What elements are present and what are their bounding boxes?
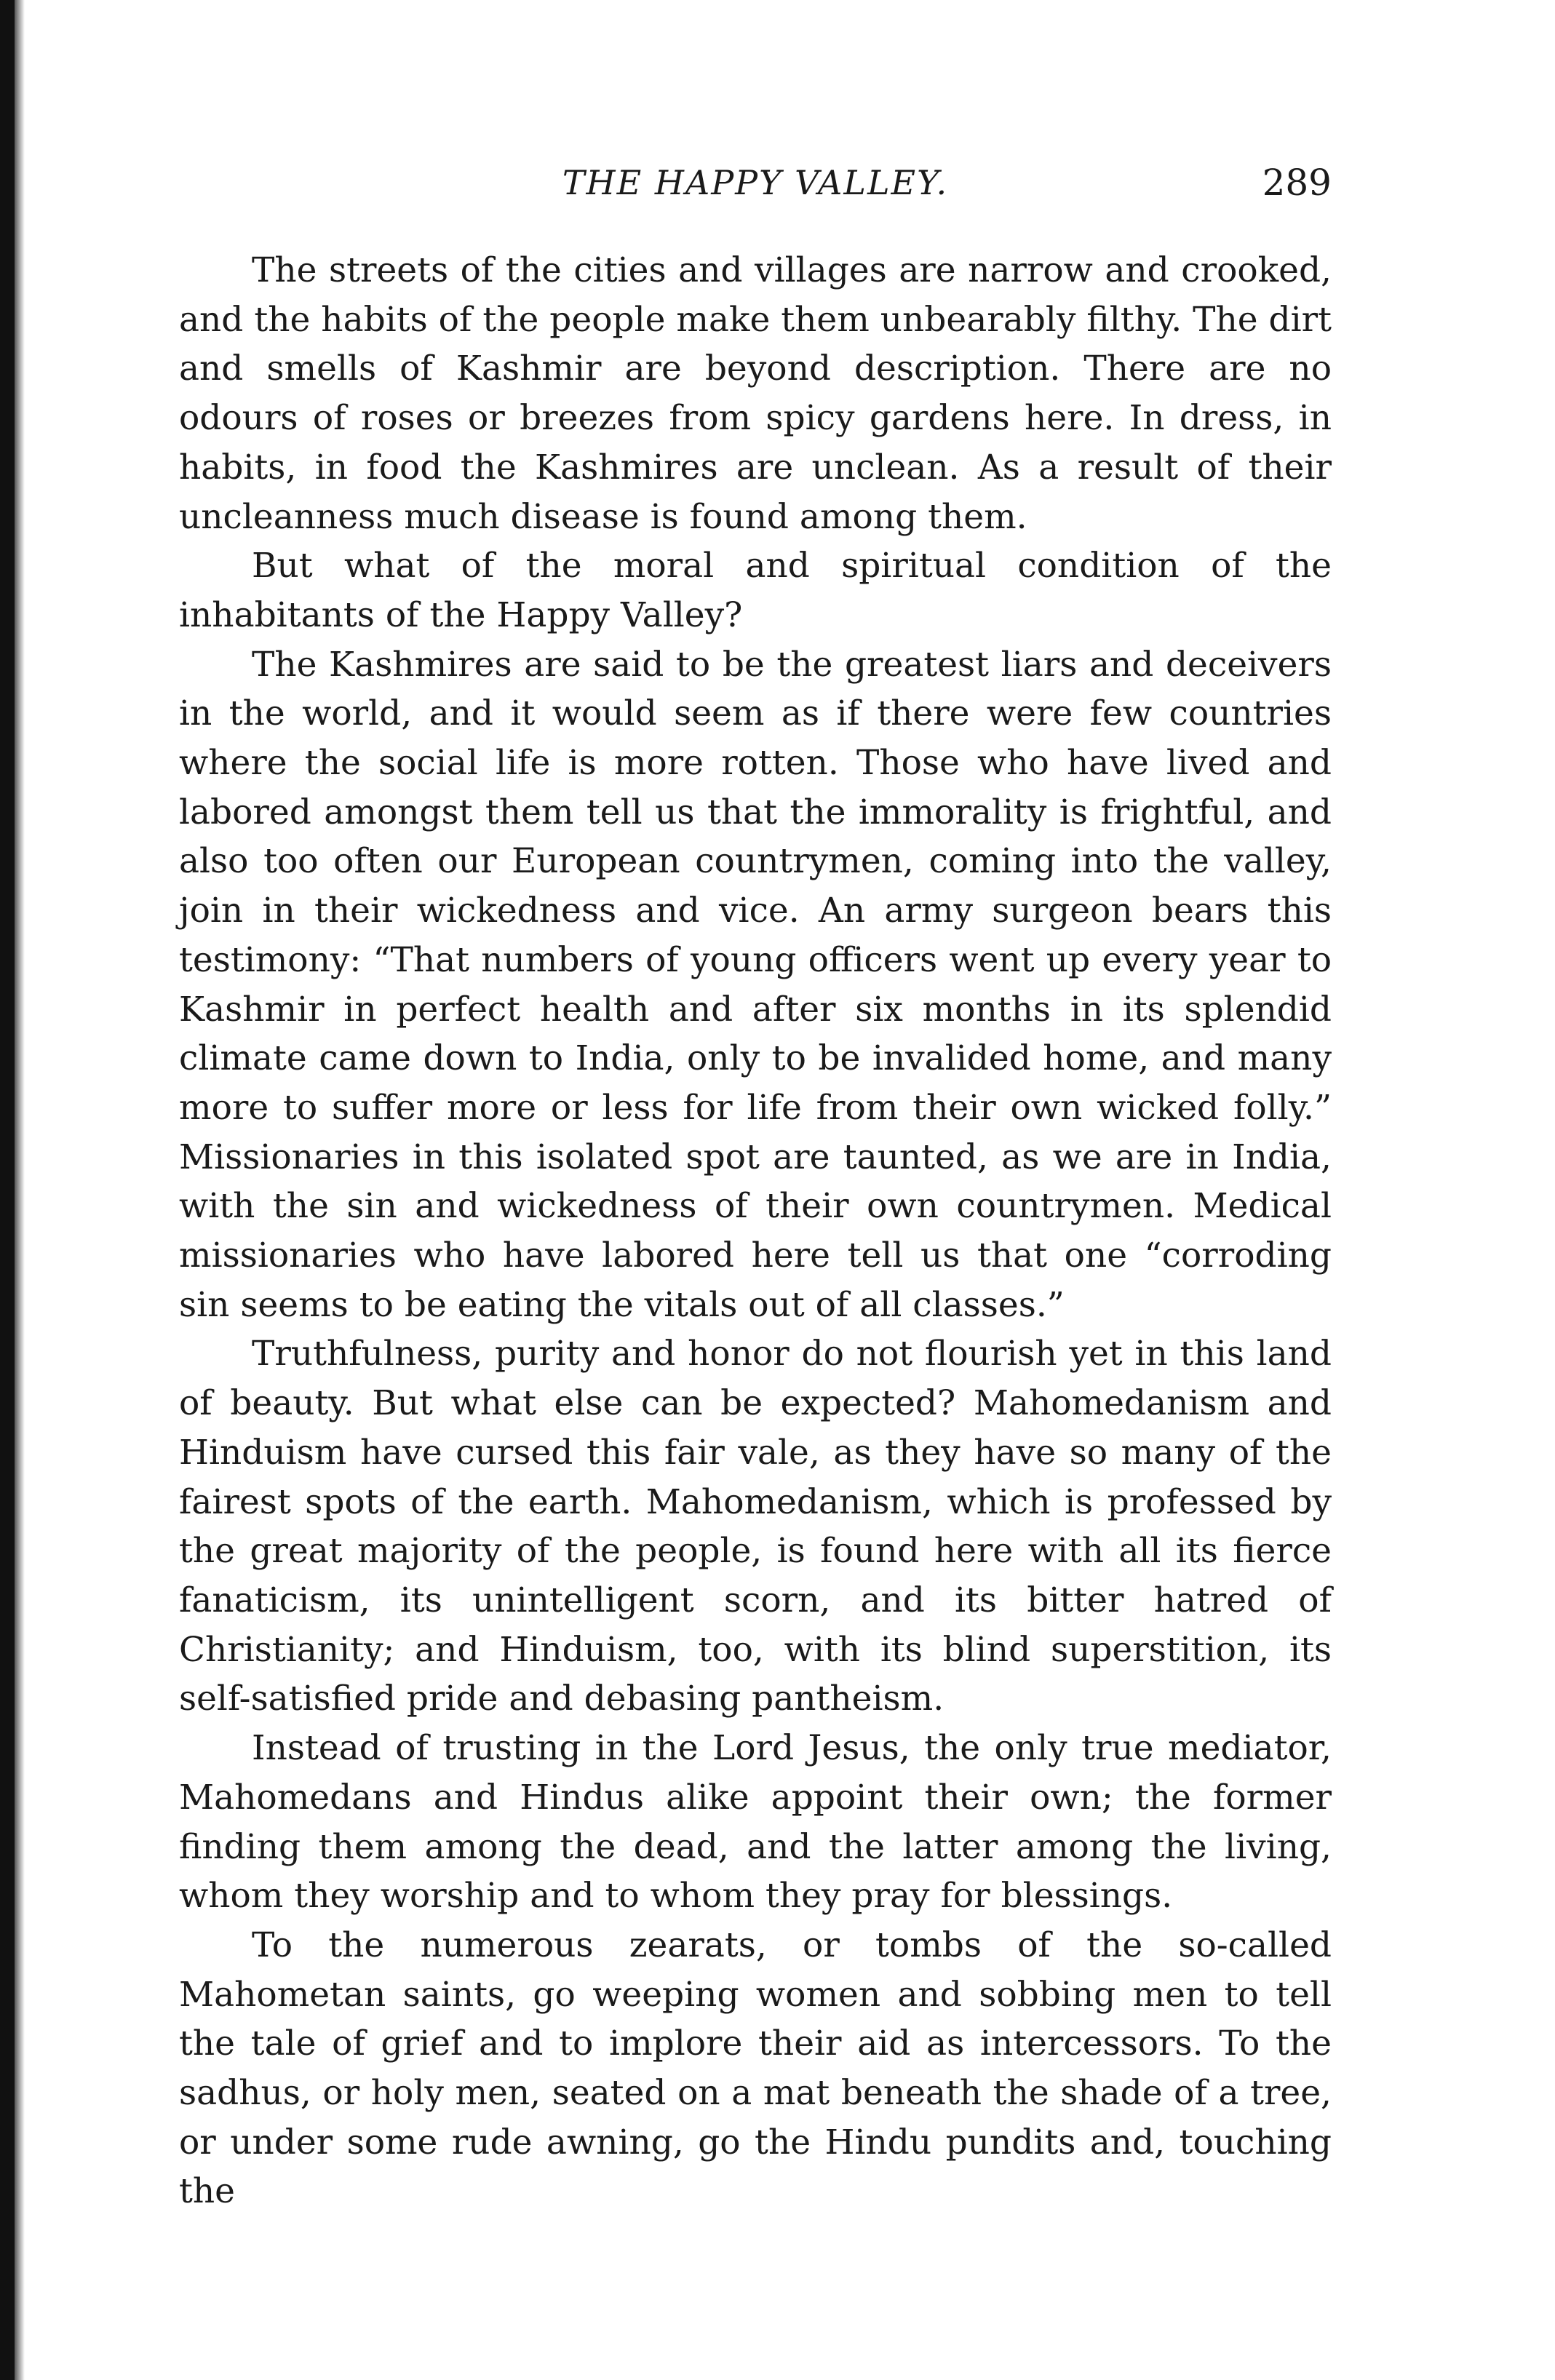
page-header xyxy=(179,156,1332,210)
page-body xyxy=(179,246,1332,2210)
paragraph: But what of the moral and spiritual condition of the inhabitants of the Happy Valley? xyxy=(179,546,1332,635)
scan-binding-shadow xyxy=(15,0,25,2380)
paragraph: Instead of trusting in the Lord Jesus, the only true mediator, Mahomedans and Hindus alike appoint their own; the former finding them among the dead, and the latter among the living, whom they worship and to whom they pray for blessings. xyxy=(179,1728,1332,1917)
paragraph: To the numerous zearats, or tombs of the so-called Mahometan saints, go weeping women and sobbing men to tell the tale of grief and to implore their aid as intercessors. To the sadhus, or holy men, seated on a mat beneath the shade of a tree, or under some rude awning, go the Hindu pundits and, touching the xyxy=(179,1925,1332,2212)
running-head: THE HAPPY VALLEY. xyxy=(562,163,949,202)
scan-binding-edge xyxy=(0,0,15,2380)
paragraph: The Kashmires are said to be the greatest liars and deceivers in the world, and it would seem as if there were few countries where the social life is more rotten. Those who have lived and labored amongst them tell us that the immorality is frightful, and also too often our European countrymen, coming into the valley, join in their wickedness and vice. An army surgeon bears this testimony: “That numbers of young officers went up every year to Kashmir in perfect health and after six months in its splendid climate came down to India, only to be invalided home, and many more to suffer more or less for life from their own wicked folly.” Missionaries in this isolated spot are taunted, as we are in India, with the sin and wickedness of their own countrymen. Medical missionaries who have labored here tell us that one “corroding sin seems to be eating the vitals out of all classes.” xyxy=(179,644,1332,1325)
paragraph: Truthfulness, purity and honor do not flourish yet in this land of beauty. But what else can be expected? Mahomedanism and Hinduism have cursed this fair vale, as they have so many of the fairest spots of the earth. Mahomedanism, which is professed by the great majority of the people, is found here with all its fierce fanaticism, its unintelligent scorn, and its bitter hatred of Christianity; and Hinduism, too, with its blind superstition, its self-satisfied pride and debasing pantheism. xyxy=(179,1334,1332,1719)
page-number: 289 xyxy=(1262,162,1332,204)
paragraph: The streets of the cities and villages are narrow and crooked, and the habits of the people make them unbearably filthy. The dirt and smells of Kashmir are beyond description. There are no odours of roses or breezes from spicy gardens here. In dress, in habits, in food the Kashmires are unclean. As a result of their uncleanness much disease is found among them. xyxy=(179,250,1332,537)
